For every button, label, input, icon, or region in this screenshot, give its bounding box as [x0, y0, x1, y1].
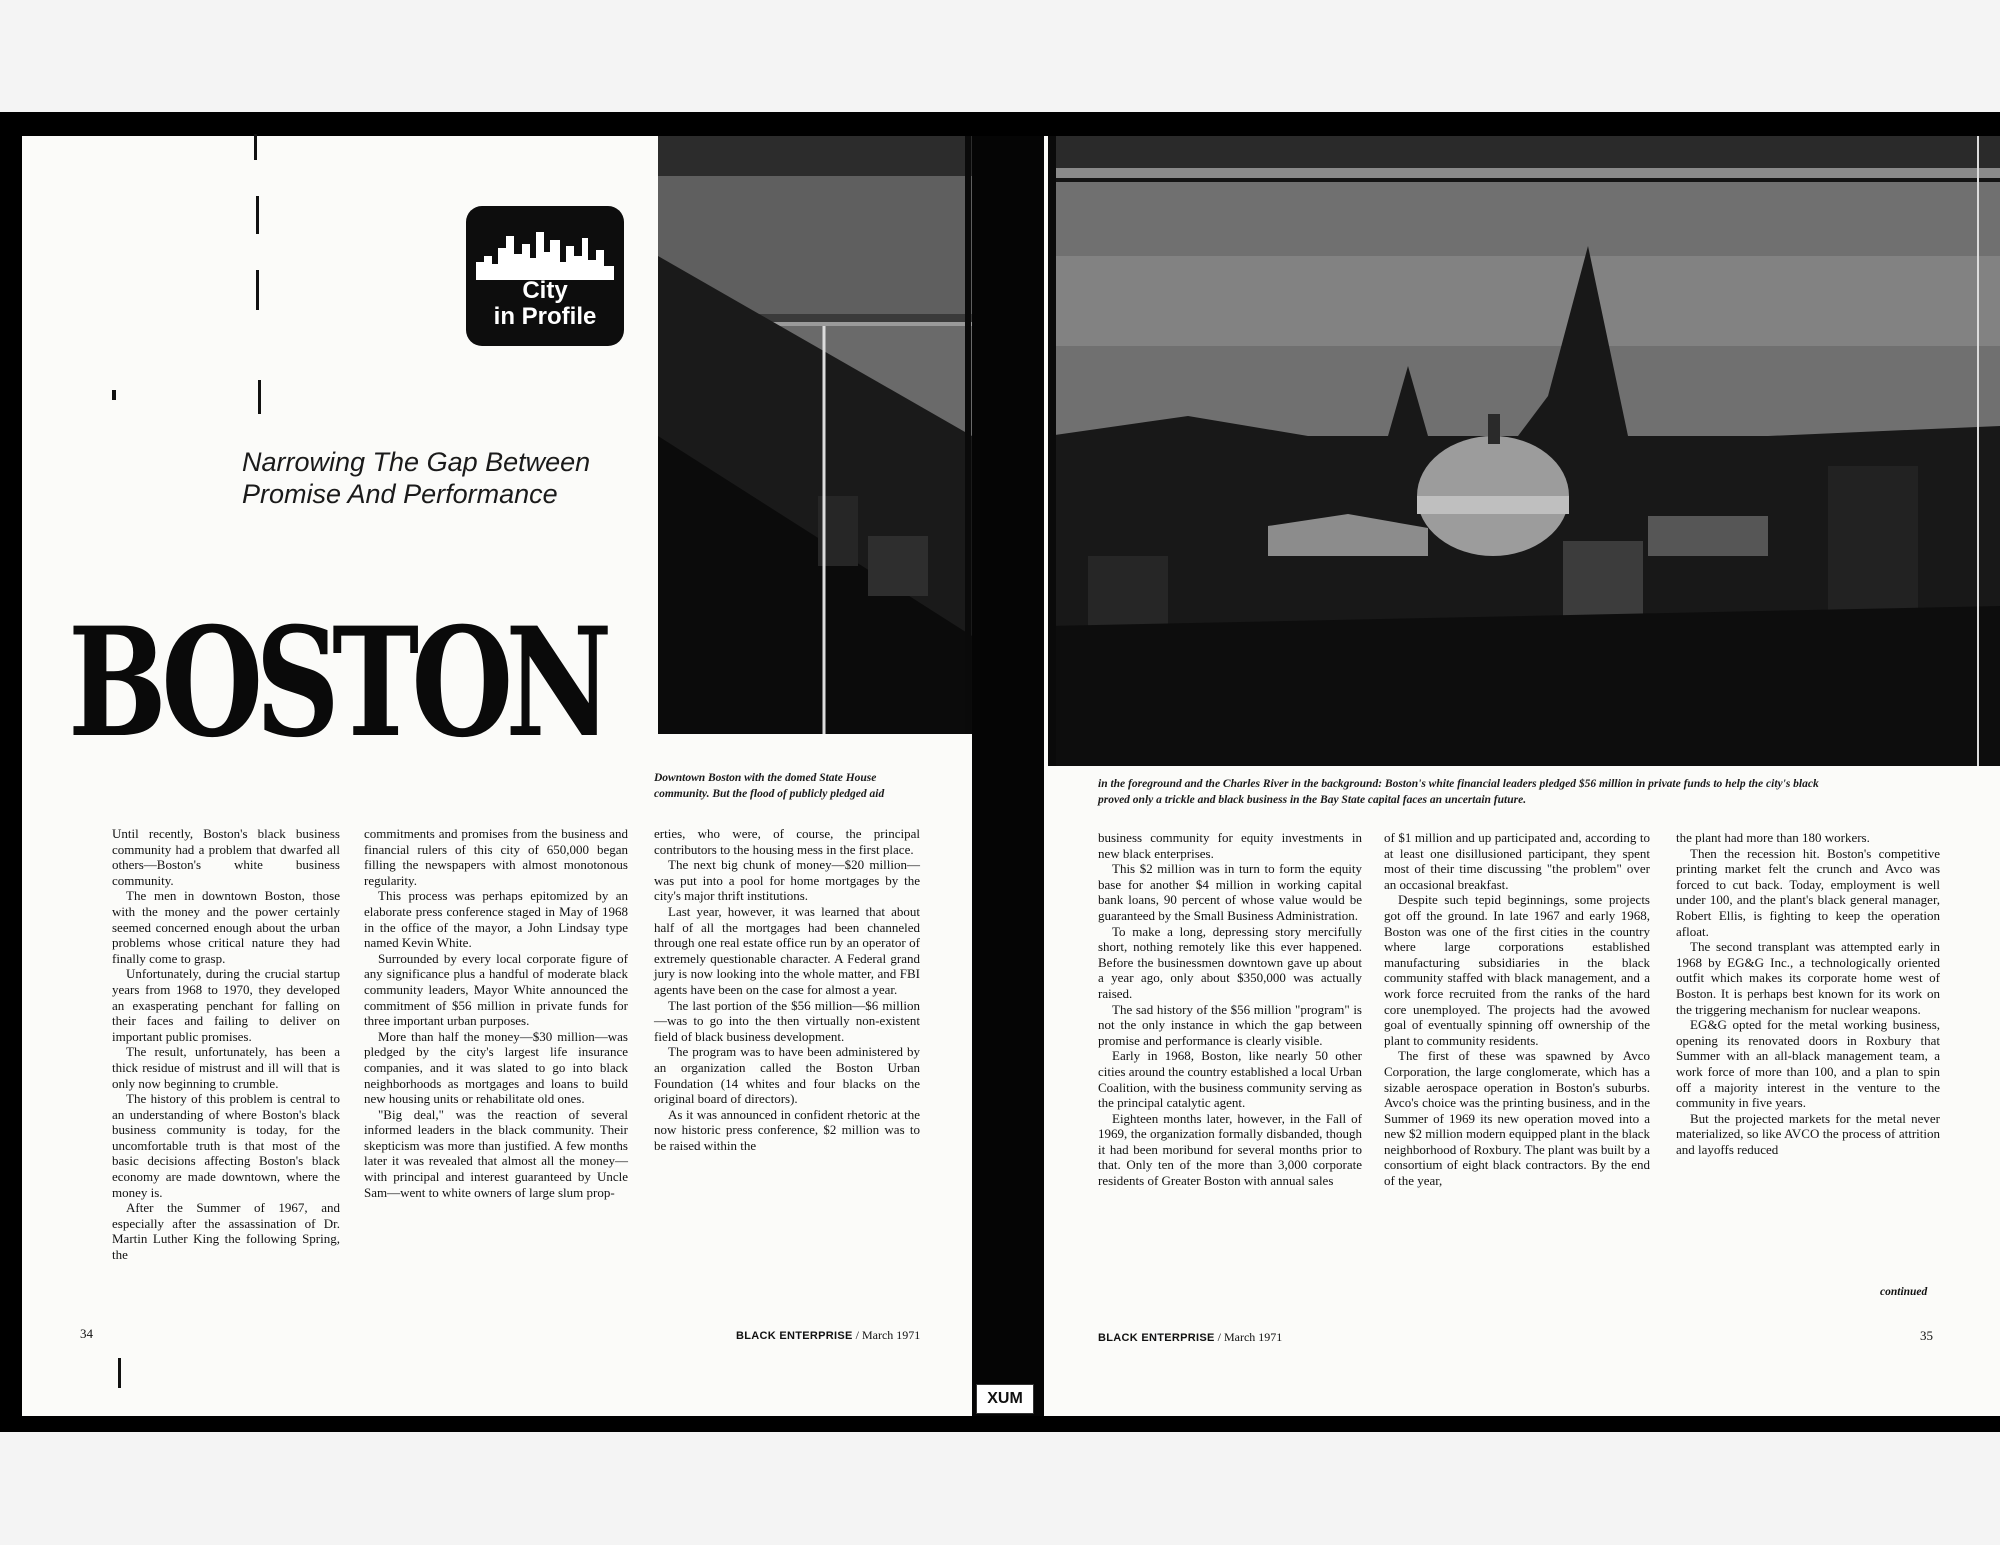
subtitle-line1: Narrowing The Gap Between — [242, 447, 591, 477]
paragraph: Surrounded by every local corporate figure of any significance plus a handful of moderate black community leaders, Mayor White announced the commitment of $56 million in private funds for three important urban purposes. — [364, 950, 628, 1029]
scan-tag: XUM — [976, 1384, 1034, 1414]
paragraph: Until recently, Boston's black business community had a problem that dwarfed all others—Boston's white business community. — [112, 826, 340, 888]
paragraph: Unfortunately, during the crucial startup years from 1968 to 1970, they developed an exasperating penchant for falling on their faces and failing to deliver on important public promises. — [112, 966, 340, 1044]
paragraph: This $2 million was in turn to form the equity base for another $4 million in working capital bank loans, 90 percent of whose value would be guaranteed by the Small Business Administration. — [1098, 861, 1362, 923]
photo-right — [1048, 136, 2000, 766]
photo-left — [658, 136, 972, 734]
body-column-5 — [1384, 830, 1650, 1189]
paragraph: The men in downtown Boston, those with the money and the power certainly seemed concerned enough about the urban problems whose critical nature they had finally come to grasp. — [112, 888, 340, 966]
city-in-profile-badge — [466, 206, 624, 346]
paragraph: More than half the money—$30 million—was pledged by the city's largest life insurance companies, and it was slated to go into black neighborhoods as mortgages and loans to build new housing units or rehabilitate old ones. — [364, 1028, 628, 1107]
badge-line2: in Profile — [493, 303, 597, 330]
paragraph: Eighteen months later, however, in the Fall of 1969, the organization formally disbanded, though it had been moribund for several months prior to that. Only ten of the more than 3,000 corporate residents of Greater Boston with annual sales — [1098, 1110, 1362, 1189]
paragraph: As it was announced in confident rhetoric at the now historic press conference, $2 million was to be raised within the — [654, 1106, 920, 1153]
paragraph: The last portion of the $56 million—$6 million—was to go into the then virtually non-existent field of black business development. — [654, 997, 920, 1044]
paragraph: The history of this problem is central to an understanding of where Boston's black business community is today, for the uncomfortable truth is that most of the basic decisions affecting Boston's black economy are made downtown, where the money is. — [112, 1091, 340, 1200]
article-title: BOSTON — [68, 595, 605, 771]
paragraph: business community for equity investments in new black enterprises. — [1098, 830, 1362, 861]
caption-right-line2: proved only a trickle and black business in the Bay State capital faces an uncertain future. — [1098, 794, 1527, 806]
footer-issue: / March 1971 — [1217, 1330, 1283, 1344]
paragraph: The result, unfortunately, has been a thick residue of mistrust and ill will that is only now beginning to crumble. — [112, 1044, 340, 1091]
scan-artifact — [256, 196, 259, 234]
paragraph: erties, who were, of course, the principal contributors to the housing mess in the first place. — [654, 826, 920, 857]
paragraph: The next big chunk of money—$20 million—was put into a pool for home mortgages by the city's major thrift institutions. — [654, 857, 920, 904]
photo-caption-right — [1098, 776, 1978, 808]
scan-artifact — [118, 1358, 121, 1388]
paragraph: Then the recession hit. Boston's competitive printing market felt the crunch and Avco was forced to cut back. Today, employment is well under 100, and the plant's black general manager, Robert Ellis, is fighting to keep the operation afloat. — [1676, 845, 1940, 939]
caption-right-line1: in the foreground and the Charles River in the background: Boston's white financial leaders pledged $56 million in private funds to help the city's black — [1098, 778, 1819, 790]
paragraph: Despite such tepid beginnings, some projects got off the ground. In late 1967 and early 1968, Boston was one of the first cities in the country where large corporations established manufacturing subsidiaries in the black community staffed with black management, and a work force recruited from the ranks of the hard core unemployed. The projects had the avowed goal of eventually spinning off ownership of the plant to community residents. — [1384, 892, 1650, 1048]
page-gutter — [972, 136, 1044, 1416]
body-column-4 — [1098, 830, 1362, 1189]
paragraph: Last year, however, it was learned that about half of all the mortgages had been channeled through one real estate office run by an operator of extremely questionable character. A Federal grand jury is now looking into the whole matter, and FBI agents have been on the case for almost a year. — [654, 903, 920, 997]
footer-brand: BLACK ENTERPRISE — [1098, 1332, 1215, 1344]
subtitle-line2: Promise And Performance — [242, 479, 558, 509]
continued-label: continued — [1880, 1286, 1928, 1298]
scan-artifact — [112, 390, 116, 400]
scan-artifact — [256, 270, 259, 310]
photo-caption-left — [654, 770, 954, 802]
paragraph: Early in 1968, Boston, like nearly 50 other cities around the country established a local Urban Coalition, with the business community serving as the principal catalytic agent. — [1098, 1048, 1362, 1111]
paragraph: But the projected markets for the metal never materialized, so like AVCO the process of attrition and layoffs reduced — [1676, 1110, 1940, 1157]
footer-brand: BLACK ENTERPRISE — [736, 1330, 853, 1342]
city-skyline-icon — [476, 218, 614, 280]
body-column-2 — [364, 826, 628, 1200]
paragraph: "Big deal," was the reaction of several informed leaders in the black community. Their skepticism was more than justified. A few months later it was revealed that almost all the money—with principal and interest guaranteed by Uncle Sam—went to white owners of large slum prop- — [364, 1106, 628, 1200]
article-subtitle — [242, 446, 642, 510]
paragraph: The sad history of the $56 million "program" is not the only instance in which the gap between promise and performance is clearly visible. — [1098, 1001, 1362, 1048]
caption-left-line1: Downtown Boston with the domed State House — [654, 772, 877, 784]
body-column-1 — [112, 826, 340, 1263]
paragraph: The second transplant was attempted early in 1968 by EG&G Inc., a technologically oriented outfit which makes its corporate home west of Boston. It is perhaps best known for its work on the triggering mechanism for nuclear weapons. — [1676, 939, 1940, 1017]
caption-left-line2: community. But the flood of publicly pledged aid — [654, 788, 885, 800]
page-number-left: 34 — [80, 1326, 93, 1341]
paragraph: EG&G opted for the metal working business, opening its renovated doors in Roxbury that Summer with an all-black management team, a work force of more than 100, and a plan to spin off a majority interest in the venture to the community in five years. — [1676, 1017, 1940, 1111]
paragraph: the plant had more than 180 workers. — [1676, 830, 1870, 845]
paragraph: To make a long, depressing story mercifully short, nothing remotely like this ever happened. Before the businessmen downtown gave up about a year ago, only about $350,000 was actually raised. — [1098, 923, 1362, 1001]
footer-left — [736, 1328, 920, 1343]
paragraph: The program was to have been administered by an organization called the Boston Urban Foundation (14 whites and four blacks on the original board of directors). — [654, 1044, 920, 1107]
paragraph: of $1 million and up participated and, according to at least one disillusioned participant, they spent most of their time discussing "the problem" over an occasional breakfast. — [1384, 830, 1650, 892]
badge-line1: City — [522, 277, 568, 304]
footer-issue: / March 1971 — [855, 1328, 921, 1342]
footer-right — [1098, 1330, 1282, 1345]
page-number-right: 35 — [1920, 1328, 1933, 1343]
paragraph: commitments and promises from the business and financial rulers of this city of 650,000 began filling the newspapers with almost monotonous regularity. — [364, 826, 628, 888]
body-column-6 — [1676, 830, 1940, 1157]
paragraph: The first of these was spawned by Avco Corporation, the large conglomerate, which has a sizable aerospace operation in Boston's suburbs. Avco's choice was the printing business, and in the Summer of 1969 its new operation moved into a new $2 million modern equipped plant in the black neighborhood of Roxbury. The plant was built by a consortium of eight black contractors. By the end of the year, — [1384, 1048, 1650, 1189]
scan-artifact — [254, 134, 257, 160]
body-column-3 — [654, 826, 920, 1153]
scan-artifact — [258, 380, 261, 414]
paragraph: After the Summer of 1967, and especially after the assassination of Dr. Martin Luther King the following Spring, the — [112, 1200, 340, 1263]
paragraph: This process was perhaps epitomized by an elaborate press conference staged in May of 1968 in the office of the mayor, a John Lindsay type named Kevin White. — [364, 888, 628, 951]
